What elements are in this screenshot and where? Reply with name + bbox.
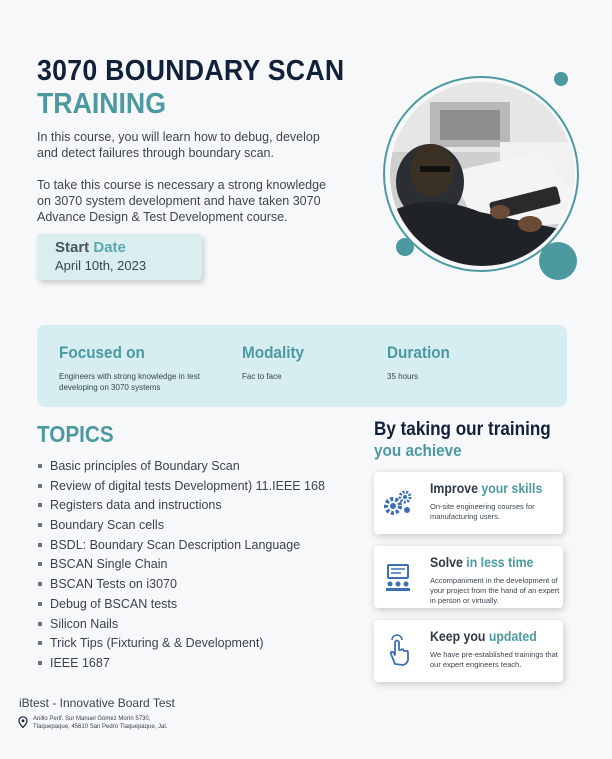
info-band xyxy=(37,325,567,407)
title-line2: TRAINING xyxy=(37,88,166,120)
address-line1: Anillo Perif. Sur Manuel Gómez Morín 5730, xyxy=(33,716,151,722)
hand-touch-icon xyxy=(381,634,415,668)
list-item: BSDL: Boundary Scan Description Language xyxy=(37,537,325,557)
topics-list xyxy=(37,458,325,675)
info-text: Engineers with strong knowledge in test developing on 3070 systems xyxy=(59,372,200,392)
list-item: Review of digital tests Development) 11.IEEE 168 xyxy=(37,478,325,498)
card-text: We have pre-established trainings that our expert engineers teach. xyxy=(430,650,558,669)
card-heading xyxy=(430,480,542,496)
card-text: On-site engineering courses for manufacturing users. xyxy=(430,502,535,521)
card-heading-b: updated xyxy=(488,628,537,644)
list-item: Basic principles of Boundary Scan xyxy=(37,458,325,478)
card-heading-a: Keep you xyxy=(430,628,486,644)
company-name: iBtest - Innovative Board Test xyxy=(19,696,175,710)
achieve-card-skills xyxy=(374,472,563,534)
achieve-card-updated xyxy=(374,620,563,682)
info-modality xyxy=(242,343,362,382)
list-item: Silicon Nails xyxy=(37,616,325,636)
decor-dot xyxy=(396,238,414,256)
list-item: Trick Tips (Fixturing & & Development) xyxy=(37,635,325,655)
list-item: BSCAN Single Chain xyxy=(37,556,325,576)
list-item: BSCAN Tests on i3070 xyxy=(37,576,325,596)
monitor-team-icon xyxy=(381,560,415,594)
start-date-label xyxy=(55,239,202,256)
list-item: IEEE 1687 xyxy=(37,655,325,675)
topics-heading: TOPICS xyxy=(37,421,114,447)
start-date-label-a: Start xyxy=(55,239,90,256)
decor-dot xyxy=(554,72,568,86)
info-heading: Duration xyxy=(387,343,450,362)
gears-icon xyxy=(381,486,415,520)
address xyxy=(33,715,167,731)
intro-paragraph: In this course, you will learn how to debug, develop and detect failures through boundary scan. xyxy=(37,130,320,160)
start-date-card xyxy=(37,234,202,280)
card-heading-a: Solve xyxy=(430,554,463,570)
list-item: Debug of BSCAN tests xyxy=(37,596,325,616)
info-text: Fac to face xyxy=(242,372,282,381)
card-heading-b: in less time xyxy=(466,554,534,570)
info-text: 35 hours xyxy=(387,372,419,381)
decor-dot xyxy=(539,242,577,280)
list-item: Registers data and instructions xyxy=(37,497,325,517)
start-date-label-b: Date xyxy=(93,239,126,256)
title-line1: 3070 BOUNDARY SCAN xyxy=(37,55,345,87)
location-pin-icon xyxy=(18,716,28,728)
info-focused-on xyxy=(59,343,219,393)
achieve-heading: By taking our training xyxy=(374,419,551,440)
card-heading xyxy=(430,628,537,644)
list-item: Boundary Scan cells xyxy=(37,517,325,537)
card-heading xyxy=(430,554,533,570)
achieve-subheading: you achieve xyxy=(374,441,462,460)
card-heading-b: your skills xyxy=(481,480,543,496)
engineer-photo xyxy=(390,82,574,266)
info-heading: Focused on xyxy=(59,343,145,362)
card-heading-a: Improve xyxy=(430,480,478,496)
info-heading: Modality xyxy=(242,343,305,362)
requirements-paragraph: To take this course is necessary a strong knowledge on 3070 system development and have taken 3070 Advance Design & Test Development course. xyxy=(37,178,327,224)
address-line2: Tlaquepaque, 45610 San Pedro Tlaquepaque, Jal. xyxy=(33,724,168,730)
info-duration xyxy=(387,343,507,382)
achieve-card-time xyxy=(374,546,563,608)
card-text: Accompaniment in the development of your project from the hand of an expert in person or virtually. xyxy=(430,576,560,605)
start-date-value: April 10th, 2023 xyxy=(55,258,147,273)
